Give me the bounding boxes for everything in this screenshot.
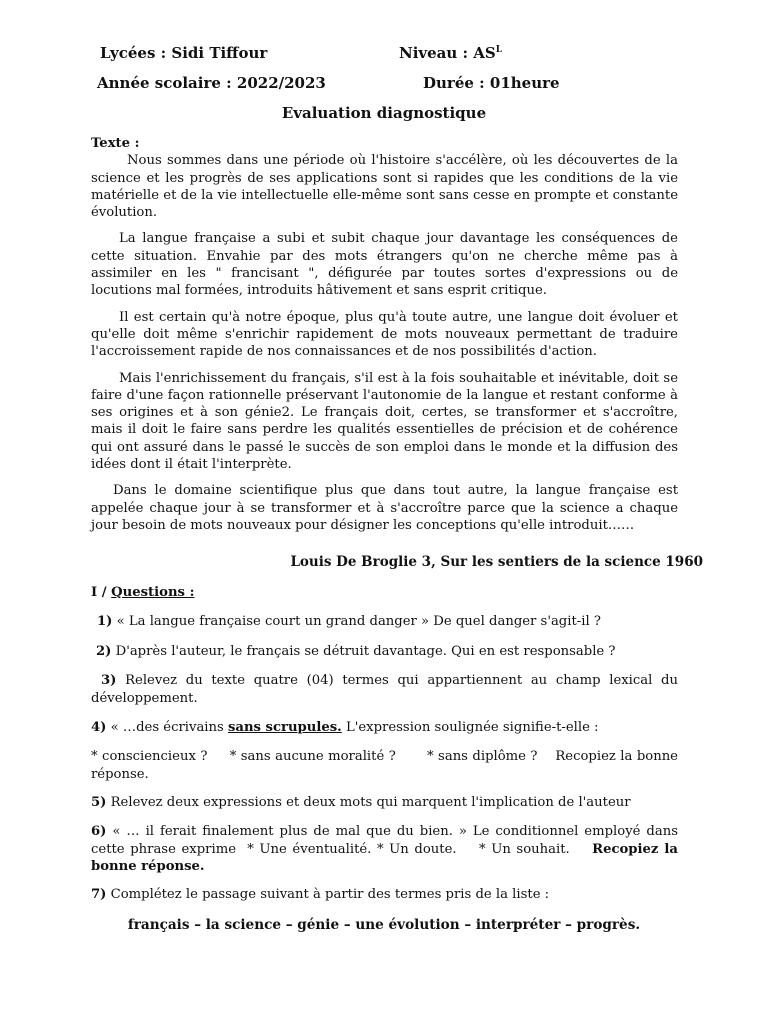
question-7-number: 7): [91, 887, 107, 902]
question-6: [91, 823, 683, 876]
question-1: [91, 613, 678, 631]
document-title: Evaluation diagnostique: [281, 104, 487, 122]
school-year: Année scolaire : 2022/2023: [97, 74, 326, 92]
question-5-number: 5): [91, 795, 107, 810]
question-3-text: Relevez du texte quatre (04) termes qui appartiennent au champ lexical du développement.: [91, 673, 678, 706]
question-4: [91, 719, 678, 737]
question-7: [91, 886, 678, 904]
word-list: français – la science – génie – une évolution – interpréter – progrès.: [127, 917, 641, 933]
question-1-text: « La langue française court un grand danger » De quel danger s'agit-il ?: [116, 614, 601, 629]
level-text: Niveau : AS: [399, 44, 496, 62]
question-2-number: 2): [96, 644, 112, 659]
level-superscript: L: [495, 45, 503, 55]
paragraph-4: Mais l'enrichissement du français, s'il est à la fois souhaitable et inévitable, doit se faire d'une façon rationnelle préservant l'autonomie de la langue et restant conforme à ses origines et à son génie2. Le français doit, certes, se transformer et s'accroître, mais il doit le faire sans perdre les qualités essentielles de précision et de cohérence qui ont assuré dans le passé le succès de son emploi dans le monde et la diffusion des idées dont il était l'interprète.: [91, 370, 678, 473]
question-4-pre: « …des écrivains: [110, 720, 224, 735]
question-4-options: * consciencieux ? * sans aucune moralité ? * sans diplôme ? Recopiez la bonne réponse.: [91, 749, 683, 782]
duration: Durée : 01heure: [423, 74, 560, 92]
question-6-number: 6): [91, 824, 107, 839]
questions-label: Questions :: [111, 585, 195, 600]
paragraph-1: Nous sommes dans une période où l'histoire s'accélère, où les découvertes de la science et les progrès de ses applications sont si rapides que les conditions de la vie matérielle et de la vie intellectuelle elle-même sont sans cesse en prompte et constante évolution.: [91, 153, 678, 221]
level: [399, 44, 502, 62]
question-7-text: Complétez le passage suivant à partir des termes pris de la liste :: [110, 887, 550, 902]
paragraph-5: Dans le domaine scientifique plus que dans tout autre, la langue française est appelée chaque jour à se transformer et à s'accroître parce que la science a chaque jour besoin de mots nouveaux pour désigner les conceptions qu'elle introduit……: [91, 483, 678, 533]
question-4-post: L'expression soulignée signifie-t-elle :: [345, 720, 599, 735]
questions-heading: [91, 584, 678, 602]
text-section: [91, 135, 678, 534]
question-3-number: 3): [101, 673, 117, 688]
question-4-number: 4): [91, 720, 107, 735]
question-1-number: 1): [97, 614, 113, 629]
question-6-instruction: Recopiez la bonne réponse.: [91, 841, 683, 874]
question-2: [91, 643, 678, 661]
paragraph-3: Il est certain qu'à notre époque, plus qu'à toute autre, une langue doit évoluer et qu'elle doit même s'enrichir rapidement de mots nouveaux permettant de traduire l'accroissement rapide de nos connaissances et de nos possibilités d'action.: [91, 309, 678, 360]
paragraph-2: La langue française a subi et subit chaque jour davantage les conséquences de cette situation. Envahie par des mots étrangers qu'on ne cherche même pas à assimiler en les " francisant ", défigurée par toutes sortes d'expressions ou de locutions mal formées, introduits hâtivement et sans esprit critique.: [91, 231, 678, 299]
questions-prefix: I /: [91, 585, 107, 600]
question-2-text: D'après l'auteur, le français se détruit davantage. Qui en est responsable ?: [115, 644, 616, 659]
question-5-text: Relevez deux expressions et deux mots qui marquent l'implication de l'auteur: [110, 795, 631, 810]
question-5: [91, 794, 678, 812]
question-4-underlined: sans scrupules.: [227, 720, 342, 735]
school-name: Lycées : Sidi Tiffour: [100, 44, 268, 62]
question-6-text: « … il ferait finalement plus de mal que du bien. » Le conditionnel employé dans cette phrase exprime * Une éventualité. * Un doute. * Un souhait.: [91, 824, 683, 857]
text-label: Texte :: [91, 136, 140, 151]
text-source: Louis De Broglie 3, Sur les sentiers de la science 1960: [290, 554, 703, 570]
question-3: [91, 672, 678, 707]
